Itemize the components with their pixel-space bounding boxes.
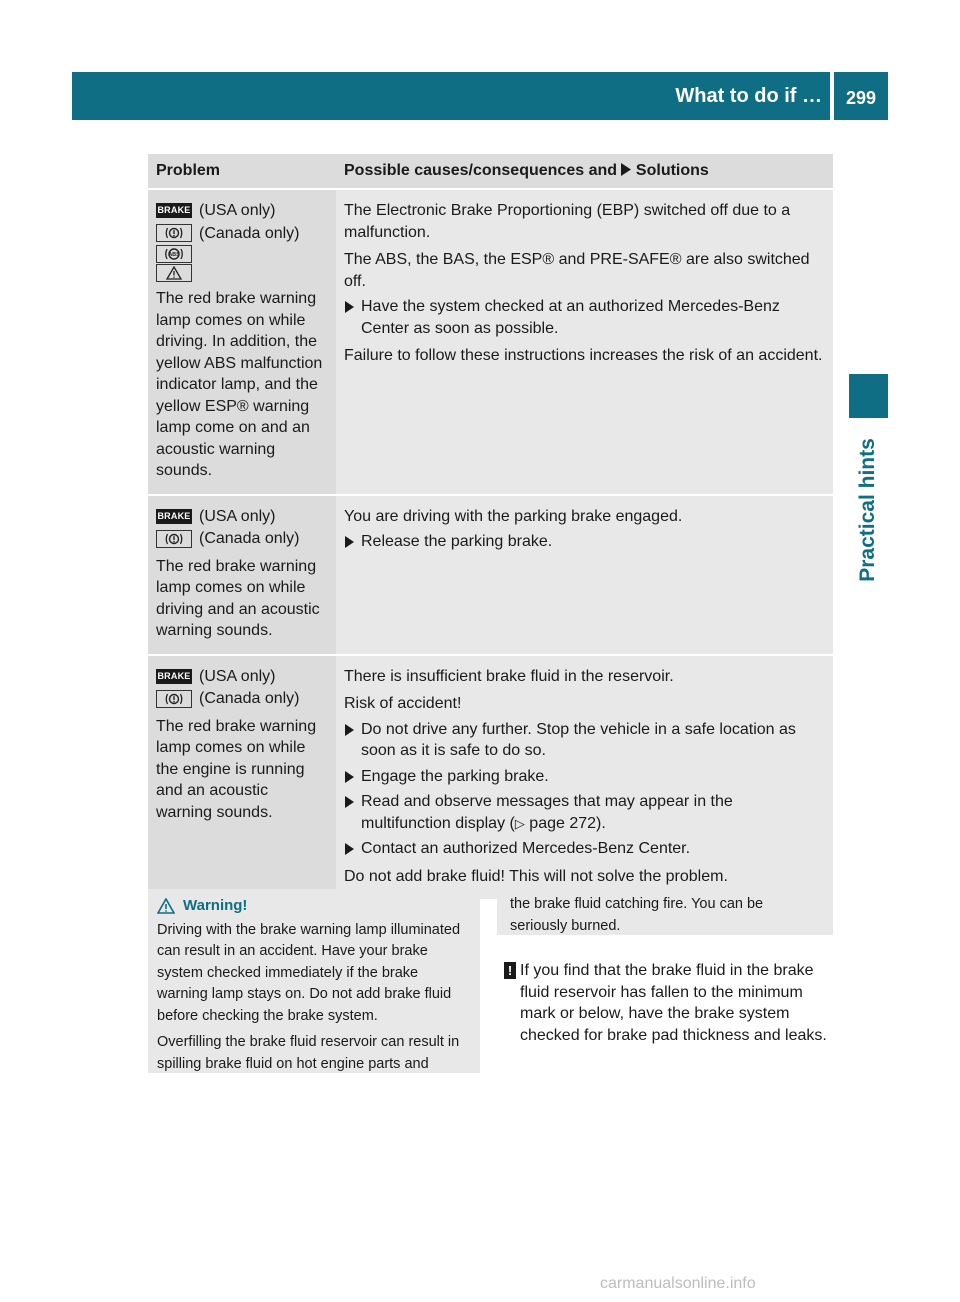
table-row	[148, 654, 833, 900]
page-ref-arrow-icon: ▷	[514, 815, 525, 831]
risk-text: Risk of accident!	[344, 695, 462, 712]
page-ref-text: page 272).	[524, 814, 606, 832]
icon-note: (USA only)	[199, 202, 276, 219]
section-title: What to do if …	[675, 85, 822, 107]
icon-note: (USA only)	[199, 507, 276, 525]
icon-note: (USA only)	[199, 667, 276, 685]
warning-text: Driving with the brake warning lamp illuminated can result in an accident. Have your brake system checked immediately if the brake warning lamp stays on. Do not add brake fluid before checking the brake system.	[157, 921, 461, 1024]
column-header-causes	[336, 154, 833, 188]
consequence-text: Do not add brake fluid! This will not solve the problem.	[344, 867, 728, 885]
warning-box	[148, 889, 480, 1073]
icon-line	[156, 245, 328, 263]
solution-cell	[336, 188, 833, 494]
brake-warning-canada-icon	[156, 690, 192, 708]
side-tab-marker	[849, 374, 888, 418]
side-tab-label: Practical hints	[856, 438, 879, 582]
svg-text:ABS: ABS	[168, 252, 180, 258]
problem-description: The red brake warning lamp comes on while driving. In addition, the yellow ABS malfunction indicator lamp, and the yellow ESP® warning lamp come on and an acoustic warning sounds.	[156, 290, 323, 479]
warning-triangle-icon	[157, 898, 175, 914]
cause-text: There is insufficient brake fluid in the reservoir.	[344, 667, 674, 685]
brake-warning-canada-icon	[156, 530, 192, 548]
icon-line	[156, 223, 328, 245]
exclamation-icon: !	[504, 962, 516, 979]
watermark: carmanualsonline.info	[600, 1275, 756, 1292]
problem-description: The red brake warning lamp comes on while driving and an acoustic warning sounds.	[156, 557, 320, 639]
solution-step: Release the parking brake.	[344, 531, 825, 553]
problem-cell	[148, 654, 336, 900]
note	[504, 960, 836, 1046]
cause-text: The Electronic Brake Proportioning (EBP) switched off due to a malfunction.	[344, 202, 791, 241]
icon-note: (Canada only)	[199, 530, 300, 547]
column-header-causes-label: Possible causes/consequences and	[344, 162, 618, 180]
warning-text: Overfilling the brake fluid reservoir can result in spilling brake fluid on hot engine parts and	[157, 1034, 460, 1072]
warning-title: Warning!	[183, 897, 248, 914]
note-text: If you find that the brake fluid in the brake fluid reservoir has fallen to the minimum mark or below, have the brake system checked for brake pad thickness and leaks.	[520, 962, 827, 1044]
page-number: 299	[834, 72, 888, 120]
warning-triangle-icon	[156, 264, 192, 282]
brake-icon: BRAKE	[156, 203, 192, 218]
icon-note: (Canada only)	[199, 690, 300, 707]
icon-note: (Canada only)	[199, 224, 300, 242]
brake-warning-canada-icon	[156, 224, 192, 242]
icon-line	[156, 200, 328, 222]
icon-line	[156, 688, 328, 710]
problem-solution-table	[148, 154, 833, 899]
solution-step-text: Read and observe messages that may appear in the multifunction display (	[361, 793, 733, 832]
problem-cell	[148, 188, 336, 494]
table-row	[148, 494, 833, 654]
warning-continued: the brake fluid catching fire. You can be seriously burned.	[497, 889, 833, 935]
column-header-problem: Problem	[148, 154, 336, 188]
icon-line	[156, 528, 328, 550]
warning-header	[157, 895, 471, 917]
header-bar	[72, 72, 830, 120]
column-header-solutions-label: Solutions	[635, 162, 709, 180]
solution-step: Contact an authorized Mercedes-Benz Center.	[344, 838, 825, 860]
brake-icon: BRAKE	[156, 509, 192, 524]
problem-description: The red brake warning lamp comes on while the engine is running and an acoustic warning sounds.	[156, 717, 317, 821]
icon-line	[156, 506, 328, 528]
problem-cell	[148, 494, 336, 654]
solution-step: Have the system checked at an authorized Mercedes-Benz Center as soon as possible.	[344, 296, 825, 339]
icon-line	[156, 264, 328, 282]
solution-step	[344, 791, 825, 834]
consequence-text: Failure to follow these instructions increases the risk of an accident.	[344, 347, 823, 364]
solution-cell	[336, 654, 833, 900]
table-header-row	[148, 154, 833, 188]
solution-step: Do not drive any further. Stop the vehicle in a safe location as soon as it is safe to do so.	[344, 719, 825, 762]
solution-cell	[336, 494, 833, 654]
table-row	[148, 188, 833, 494]
icon-line	[156, 666, 328, 688]
abs-icon	[156, 245, 192, 263]
cause-text: You are driving with the parking brake engaged.	[344, 507, 683, 525]
cause-text: The ABS, the BAS, the ESP® and PRE-SAFE® are also switched off.	[344, 251, 810, 290]
solution-step: Engage the parking brake.	[344, 766, 825, 788]
brake-icon: BRAKE	[156, 669, 192, 684]
arrow-right-icon	[621, 163, 631, 176]
